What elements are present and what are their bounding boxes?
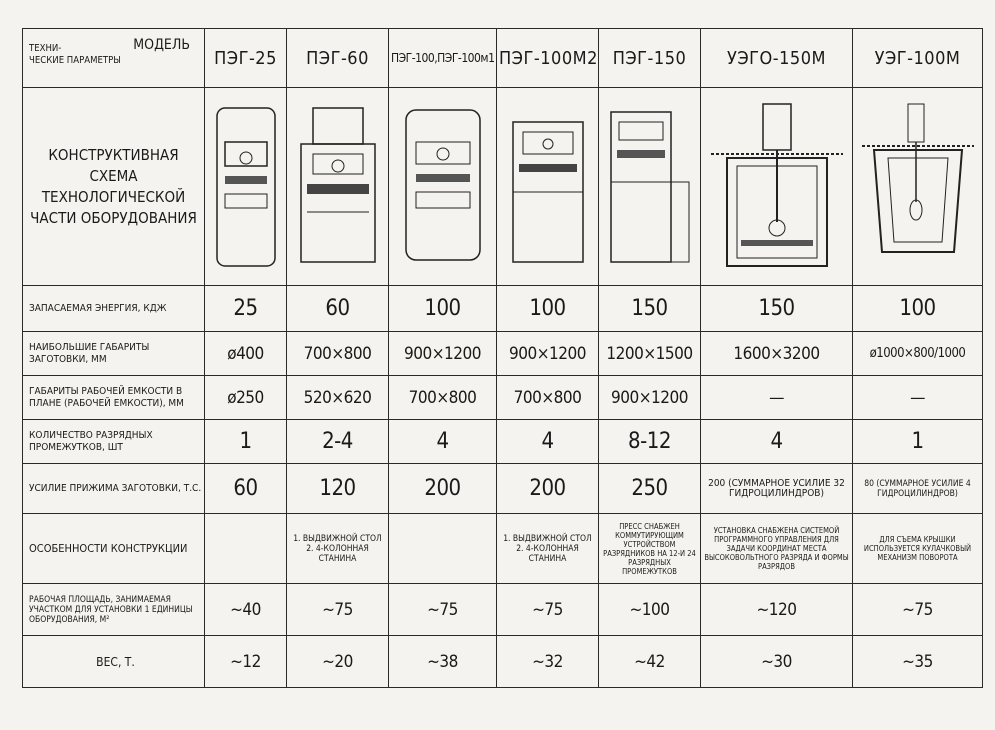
press-peg25-schematic <box>211 102 281 272</box>
param-header: ТЕХНИ- ЧЕСКИЕ ПАРАМЕТРЫ <box>29 43 121 66</box>
model-header: МОДЕЛЬ <box>133 37 190 53</box>
table-cell: ~75 <box>389 584 497 636</box>
schema-label-cell <box>23 88 205 286</box>
table-cell: ø250 <box>205 376 287 420</box>
table-cell: 700×800 <box>497 376 599 420</box>
table-cell: 1. ВЫДВИЖНОЙ СТОЛ 2. 4-КОЛОННАЯ СТАНИНА <box>497 514 599 584</box>
row-label: ЗАПАСАЕМАЯ ЭНЕРГИЯ, КДЖ <box>23 286 205 332</box>
table-cell: ~12 <box>205 636 287 688</box>
spec-row-discharge-gaps <box>23 420 983 464</box>
press-peg60-schematic <box>293 102 383 272</box>
table-cell: 100 <box>389 286 497 332</box>
row-label: КОЛИЧЕСТВО РАЗРЯДНЫХ ПРОМЕЖУТКОВ, ШТ <box>23 420 205 464</box>
table-cell: 25 <box>205 286 287 332</box>
table-cell: ~38 <box>389 636 497 688</box>
row-label: ОСОБЕННОСТИ КОНСТРУКЦИИ <box>23 514 205 584</box>
spec-row-workpiece-size <box>23 332 983 376</box>
table-cell: УСТАНОВКА СНАБЖЕНА СИСТЕМОЙ ПРОГРАММНОГО УПРАВЛЕНИЯ ДЛЯ ЗАДАЧИ КООРДИНАТ МЕСТА ВЫСОКОВОЛЬТНОГО РАЗРЯДА И ФОРМЫ РАЗРЯДОВ <box>701 514 853 584</box>
model-header-cell: УЭГ-100М <box>853 29 983 88</box>
model-header-cell: ПЭГ-150 <box>599 29 701 88</box>
table-cell: 8-12 <box>599 420 701 464</box>
table-cell: 1600×3200 <box>701 332 853 376</box>
table-cell: ~30 <box>701 636 853 688</box>
table-cell: 100 <box>497 286 599 332</box>
schema-cell <box>205 88 287 286</box>
table-cell: 900×1200 <box>599 376 701 420</box>
table-cell: ~42 <box>599 636 701 688</box>
table-cell: 120 <box>287 464 389 514</box>
spec-row-design-features <box>23 514 983 584</box>
table-cell: 900×1200 <box>389 332 497 376</box>
press-peg100m2-schematic <box>503 102 593 272</box>
table-cell: ~35 <box>853 636 983 688</box>
row-label: ГАБАРИТЫ РАБОЧЕЙ ЕМКОСТИ В ПЛАНЕ (РАБОЧЕЙ ЕМКОСТИ), ММ <box>23 376 205 420</box>
table-cell: ø400 <box>205 332 287 376</box>
table-cell: 200 <box>389 464 497 514</box>
table-cell <box>389 514 497 584</box>
schema-cell <box>497 88 599 286</box>
table-cell: ~75 <box>853 584 983 636</box>
table-cell: 250 <box>599 464 701 514</box>
table-cell: ~75 <box>287 584 389 636</box>
schema-cell <box>287 88 389 286</box>
model-header-cell: ПЭГ-60 <box>287 29 389 88</box>
table-cell: 100 <box>853 286 983 332</box>
table-cell: 2-4 <box>287 420 389 464</box>
press-peg150-schematic <box>605 102 695 272</box>
unit-uego150m-schematic <box>707 102 847 272</box>
model-header-cell: ПЭГ-100,ПЭГ-100м1 <box>389 29 497 88</box>
press-peg100-schematic <box>398 102 488 272</box>
table-cell: 1200×1500 <box>599 332 701 376</box>
table-cell: 60 <box>205 464 287 514</box>
schema-cell <box>389 88 497 286</box>
spec-row-weight <box>23 636 983 688</box>
table-cell: ДЛЯ СЪЕМА КРЫШКИ ИСПОЛЬЗУЕТСЯ КУЛАЧКОВЫЙ МЕХАНИЗМ ПОВОРОТА <box>853 514 983 584</box>
table-cell <box>205 514 287 584</box>
table-cell: ~32 <box>497 636 599 688</box>
schema-cell <box>853 88 983 286</box>
schema-cell <box>599 88 701 286</box>
model-header-cell: УЭГО-150М <box>701 29 853 88</box>
table-cell: ø1000×800/1000 <box>853 332 983 376</box>
schema-label: КОНСТРУКТИВНАЯ СХЕМА ТЕХНОЛОГИЧЕСКОЙ ЧАСТИ ОБОРУДОВАНИЯ <box>30 145 197 227</box>
table-cell: 1. ВЫДВИЖНОЙ СТОЛ 2. 4-КОЛОННАЯ СТАНИНА <box>287 514 389 584</box>
table-cell: 60 <box>287 286 389 332</box>
table-cell: ~75 <box>497 584 599 636</box>
table-cell: 1 <box>205 420 287 464</box>
spec-row-clamping-force <box>23 464 983 514</box>
table-cell: ~40 <box>205 584 287 636</box>
spec-sheet <box>22 28 982 710</box>
table-cell: 4 <box>389 420 497 464</box>
table-cell: 4 <box>497 420 599 464</box>
table-cell: 4 <box>701 420 853 464</box>
table-cell: 150 <box>701 286 853 332</box>
schema-row <box>23 88 983 286</box>
row-label: ВЕС, Т. <box>23 636 205 688</box>
table-cell: — <box>853 376 983 420</box>
table-cell: 700×800 <box>287 332 389 376</box>
spec-row-energy <box>23 286 983 332</box>
model-header-cell: ПЭГ-25 <box>205 29 287 88</box>
spec-row-chamber-size <box>23 376 983 420</box>
table-cell: ПРЕСС СНАБЖЕН КОММУТИРУЮЩИМ УСТРОЙСТВОМ РАЗРЯДНИКОВ НА 12-И 24 РАЗРЯДНЫХ ПРОМЕЖУТКОВ <box>599 514 701 584</box>
table-cell: 80 (СУММАРНОЕ УСИЛИЕ 4 ГИДРОЦИЛИНДРОВ) <box>853 464 983 514</box>
model-header-cell: ПЭГ-100М2 <box>497 29 599 88</box>
table-cell: ~20 <box>287 636 389 688</box>
table-cell: 1 <box>853 420 983 464</box>
row-label: УСИЛИЕ ПРИЖИМА ЗАГОТОВКИ, Т.С. <box>23 464 205 514</box>
spec-row-floor-area <box>23 584 983 636</box>
unit-ueg100m-schematic <box>858 102 978 272</box>
equipment-spec-table <box>22 28 983 688</box>
row-label: РАБОЧАЯ ПЛОЩАДЬ, ЗАНИМАЕМАЯ УЧАСТКОМ ДЛЯ УСТАНОВКИ 1 ЕДИНИЦЫ ОБОРУДОВАНИЯ, М² <box>23 584 205 636</box>
table-cell: 520×620 <box>287 376 389 420</box>
header-corner-cell <box>23 29 205 88</box>
header-row <box>23 29 983 88</box>
table-cell: — <box>701 376 853 420</box>
table-cell: ~120 <box>701 584 853 636</box>
table-cell: 700×800 <box>389 376 497 420</box>
table-cell: 150 <box>599 286 701 332</box>
table-cell: 200 <box>497 464 599 514</box>
row-label: НАИБОЛЬШИЕ ГАБАРИТЫ ЗАГОТОВКИ, ММ <box>23 332 205 376</box>
table-cell: 900×1200 <box>497 332 599 376</box>
table-cell: ~100 <box>599 584 701 636</box>
schema-cell <box>701 88 853 286</box>
table-cell: 200 (СУММАРНОЕ УСИЛИЕ 32 ГИДРОЦИЛИНДРОВ) <box>701 464 853 514</box>
